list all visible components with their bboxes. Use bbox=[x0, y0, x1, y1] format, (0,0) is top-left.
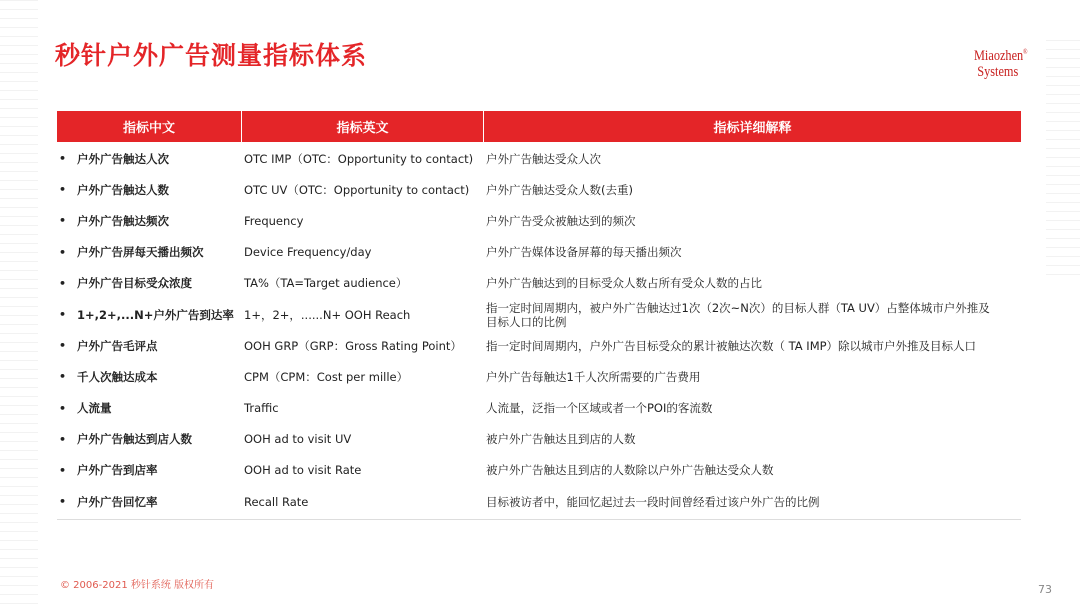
metric-desc: 被户外广告触达且到店的人数除以户外广告触达受众人数 bbox=[486, 463, 774, 478]
metric-cn-text: 户外广告触达频次 bbox=[77, 213, 169, 228]
table-row bbox=[57, 361, 1021, 392]
metric-en: Traffic bbox=[244, 401, 279, 416]
metric-cn bbox=[57, 213, 242, 229]
metric-desc: 户外广告媒体设备屏幕的每天播出频次 bbox=[486, 245, 682, 260]
metric-en: OOH ad to visit UV bbox=[244, 432, 352, 447]
metric-desc: 户外广告触达受众人次 bbox=[486, 151, 601, 166]
metric-cn bbox=[57, 462, 242, 478]
bullet-icon: • bbox=[59, 308, 67, 322]
metric-desc: 人流量，泛指一个区域或者一个POI的客流数 bbox=[486, 401, 713, 416]
bullet-icon: • bbox=[59, 370, 67, 384]
metric-desc: 指一定时间周期内，户外广告目标受众的累计被触达次数（ TA IMP）除以城市户外推及目标人口 bbox=[486, 338, 977, 353]
page-number: 73 bbox=[1038, 583, 1052, 596]
metric-cn bbox=[57, 494, 242, 510]
metric-en: OOH GRP（GRP：Gross Rating Point） bbox=[244, 338, 462, 353]
table-row bbox=[57, 143, 1021, 174]
metric-cn bbox=[57, 307, 242, 323]
metric-cn-text: 户外广告毛评点 bbox=[77, 338, 158, 353]
metric-desc: 指一定时间周期内，被户外广告触达过1次（2次~N次）的目标人群（TA UV）占整体城市户外推及目标人口的比例 bbox=[486, 300, 990, 329]
metric-en: OTC UV（OTC：Opportunity to contact) bbox=[244, 182, 470, 197]
metric-cn-text: 户外广告触达人数 bbox=[77, 182, 169, 197]
table-row bbox=[57, 174, 1021, 205]
bullet-icon: • bbox=[59, 432, 67, 446]
header-cn: 指标中文 bbox=[57, 111, 242, 142]
metric-desc: 户外广告触达受众人数(去重) bbox=[486, 182, 633, 197]
copyright: © 2006-2021 秒针系统 版权所有 bbox=[60, 580, 215, 591]
metric-cn bbox=[57, 431, 242, 447]
metric-cn bbox=[57, 182, 242, 198]
metric-cn bbox=[57, 244, 242, 260]
left-decoration bbox=[0, 0, 38, 608]
bullet-icon: • bbox=[59, 276, 67, 290]
table-row bbox=[57, 424, 1021, 455]
right-decoration bbox=[1046, 40, 1080, 280]
table-header bbox=[57, 111, 1021, 142]
metric-cn-text: 户外广告触达到店人数 bbox=[77, 432, 192, 447]
metric-cn-text: 户外广告回忆率 bbox=[77, 494, 158, 509]
table-body bbox=[57, 143, 1021, 520]
bullet-icon: • bbox=[59, 245, 67, 259]
table-row bbox=[57, 455, 1021, 486]
miaozhen-logo: Miaozhen® Systems bbox=[974, 48, 1028, 80]
metric-cn bbox=[57, 151, 242, 167]
table-row bbox=[57, 205, 1021, 236]
metric-cn-text: 户外广告触达人次 bbox=[77, 151, 169, 166]
metric-en: TA%（TA=Target audience） bbox=[244, 276, 408, 291]
metric-en: Frequency bbox=[244, 213, 304, 228]
table-row bbox=[57, 299, 1021, 330]
metric-en: OOH ad to visit Rate bbox=[244, 463, 362, 478]
bullet-icon: • bbox=[59, 152, 67, 166]
table-row bbox=[57, 330, 1021, 361]
metric-cn-text: 户外广告目标受众浓度 bbox=[77, 276, 192, 291]
metric-desc: 户外广告触达到的目标受众人数占所有受众人数的占比 bbox=[486, 276, 762, 291]
metric-desc: 户外广告每触达1千人次所需要的广告费用 bbox=[486, 369, 701, 384]
metric-desc: 户外广告受众被触达到的频次 bbox=[486, 213, 636, 228]
metric-cn-text: 户外广告屏每天播出频次 bbox=[77, 245, 204, 260]
header-en: 指标英文 bbox=[242, 111, 484, 142]
metric-desc: 目标被访者中，能回忆起过去一段时间曾经看过该户外广告的比例 bbox=[486, 494, 820, 509]
bullet-icon: • bbox=[59, 495, 67, 509]
metric-cn-text: 千人次触达成本 bbox=[77, 369, 158, 384]
metric-en: CPM（CPM：Cost per mille） bbox=[244, 369, 409, 384]
metric-cn bbox=[57, 400, 242, 416]
table-row bbox=[57, 393, 1021, 424]
page-title: 秒针户外广告测量指标体系 bbox=[55, 41, 368, 70]
metric-cn-text: 1+,2+,...N+户外广告到达率 bbox=[77, 307, 234, 322]
bullet-icon: • bbox=[59, 463, 67, 477]
bullet-icon: • bbox=[59, 339, 67, 353]
bullet-icon: • bbox=[59, 183, 67, 197]
table-bottom-rule bbox=[57, 519, 1021, 520]
metric-en: OTC IMP（OTC：Opportunity to contact) bbox=[244, 151, 474, 166]
table-row bbox=[57, 486, 1021, 517]
bullet-icon: • bbox=[59, 401, 67, 415]
metric-en: Recall Rate bbox=[244, 494, 309, 509]
metric-en: Device Frequency/day bbox=[244, 245, 372, 260]
table-row bbox=[57, 268, 1021, 299]
metric-cn-text: 人流量 bbox=[77, 401, 112, 416]
metric-cn bbox=[57, 338, 242, 354]
metric-cn-text: 户外广告到店率 bbox=[77, 463, 158, 478]
metric-en: 1+，2+，......N+ OOH Reach bbox=[244, 307, 411, 322]
metric-cn bbox=[57, 369, 242, 385]
metric-desc: 被户外广告触达且到店的人数 bbox=[486, 432, 636, 447]
header-desc: 指标详细解释 bbox=[713, 121, 792, 136]
bullet-icon: • bbox=[59, 214, 67, 228]
table-row bbox=[57, 237, 1021, 268]
metric-cn bbox=[57, 275, 242, 291]
